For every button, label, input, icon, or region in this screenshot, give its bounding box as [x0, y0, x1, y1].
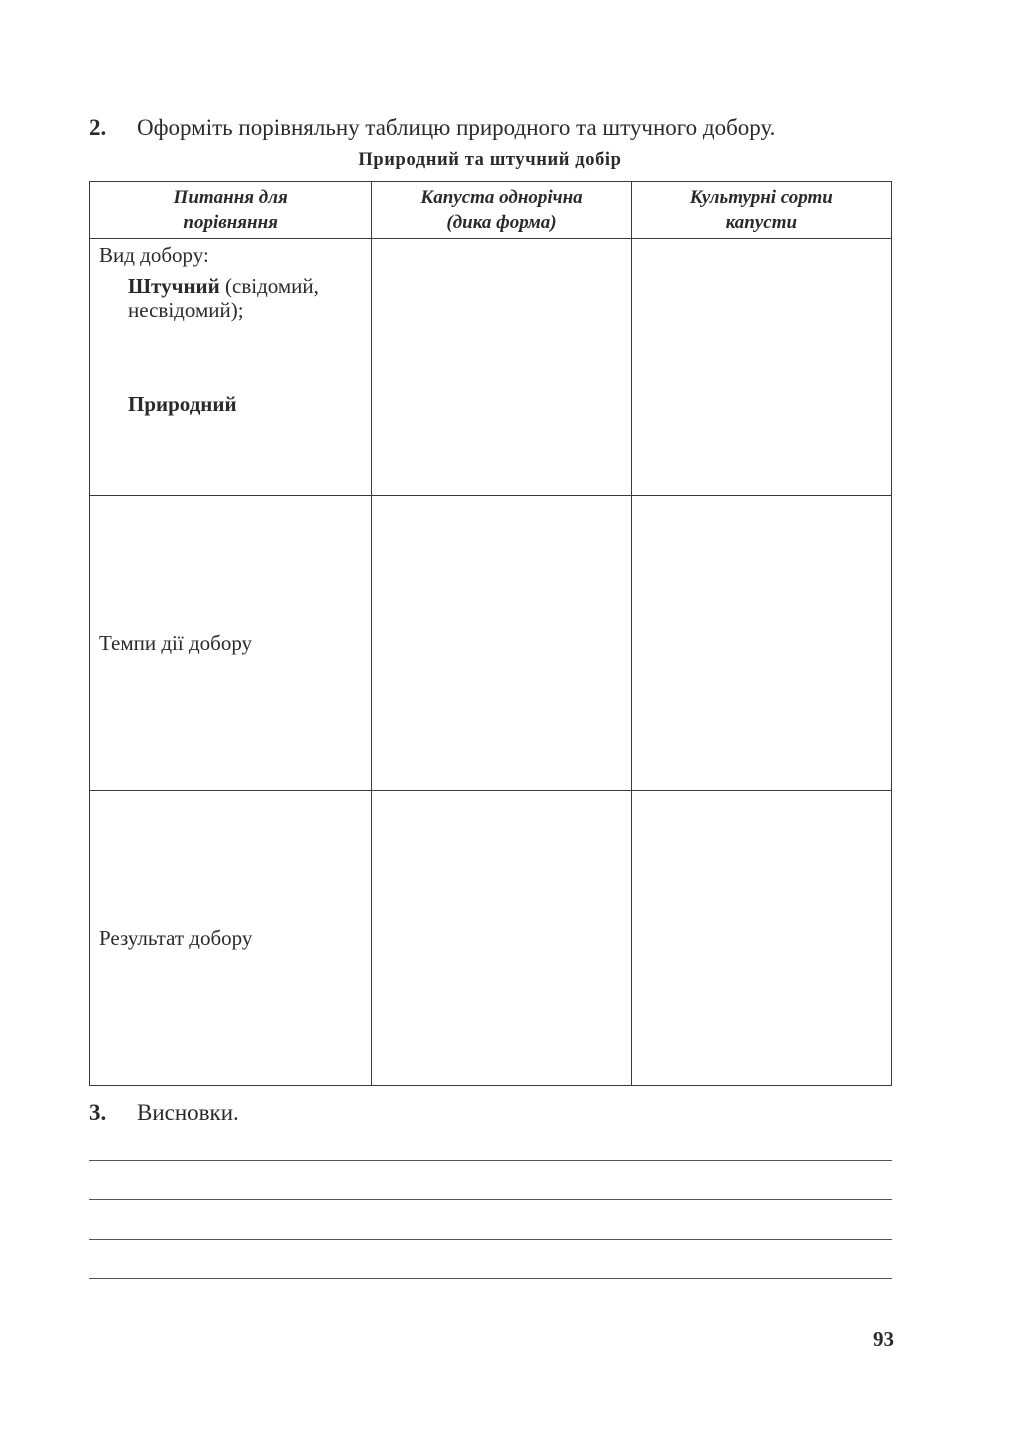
answer-cell[interactable]	[372, 791, 631, 1086]
result-cell	[90, 791, 372, 1086]
selection-type-label: Вид добору:	[99, 243, 209, 267]
conclusion-writing-line[interactable]	[89, 1160, 892, 1161]
page-number: 93	[873, 1327, 894, 1351]
answer-cell[interactable]	[631, 239, 891, 496]
tempo-label: Темпи дії добору	[99, 631, 253, 655]
header-line: Капуста однорічна	[420, 187, 583, 208]
table-row	[90, 791, 892, 1086]
artificial-selection-term: Штучний	[128, 274, 220, 298]
table-row	[90, 239, 892, 496]
header-cultivated-cabbage	[631, 182, 891, 239]
natural-selection-term: Природний	[128, 392, 237, 416]
table-row	[90, 496, 892, 791]
table-header-row	[90, 182, 892, 239]
answer-cell[interactable]	[631, 791, 891, 1086]
header-line: порівняння	[183, 212, 278, 233]
artificial-selection-note: (свідомий,	[219, 274, 319, 298]
table-title: Природний та штучний добір	[358, 150, 622, 170]
artificial-selection-line	[90, 274, 371, 298]
task-2	[89, 114, 775, 142]
conclusion-writing-line[interactable]	[89, 1239, 892, 1240]
header-line: (дика форма)	[446, 212, 557, 233]
tempo-cell	[90, 496, 372, 791]
task-2-text: Оформіть порівняльну таблицю природного та штучного добору.	[137, 115, 776, 140]
conclusion-writing-line[interactable]	[89, 1199, 892, 1200]
answer-cell[interactable]	[372, 496, 631, 791]
answer-cell[interactable]	[631, 496, 891, 791]
selection-type-cell	[90, 239, 372, 496]
header-line: Питання для	[173, 187, 288, 208]
task-3-number: 3.	[89, 1100, 107, 1125]
result-label: Результат добору	[99, 926, 253, 950]
header-line: Культурні сорти	[689, 187, 833, 208]
conclusion-writing-line[interactable]	[89, 1278, 892, 1279]
answer-cell[interactable]	[372, 239, 631, 496]
task-3-text: Висновки.	[137, 1100, 239, 1125]
task-3	[89, 1099, 239, 1127]
header-line: капусти	[725, 212, 798, 233]
comparison-table	[89, 181, 892, 1086]
task-2-number: 2.	[89, 115, 107, 140]
header-wild-cabbage	[372, 182, 631, 239]
artificial-selection-note-line2: несвідомий);	[128, 298, 244, 322]
header-comparison-question	[90, 182, 372, 239]
